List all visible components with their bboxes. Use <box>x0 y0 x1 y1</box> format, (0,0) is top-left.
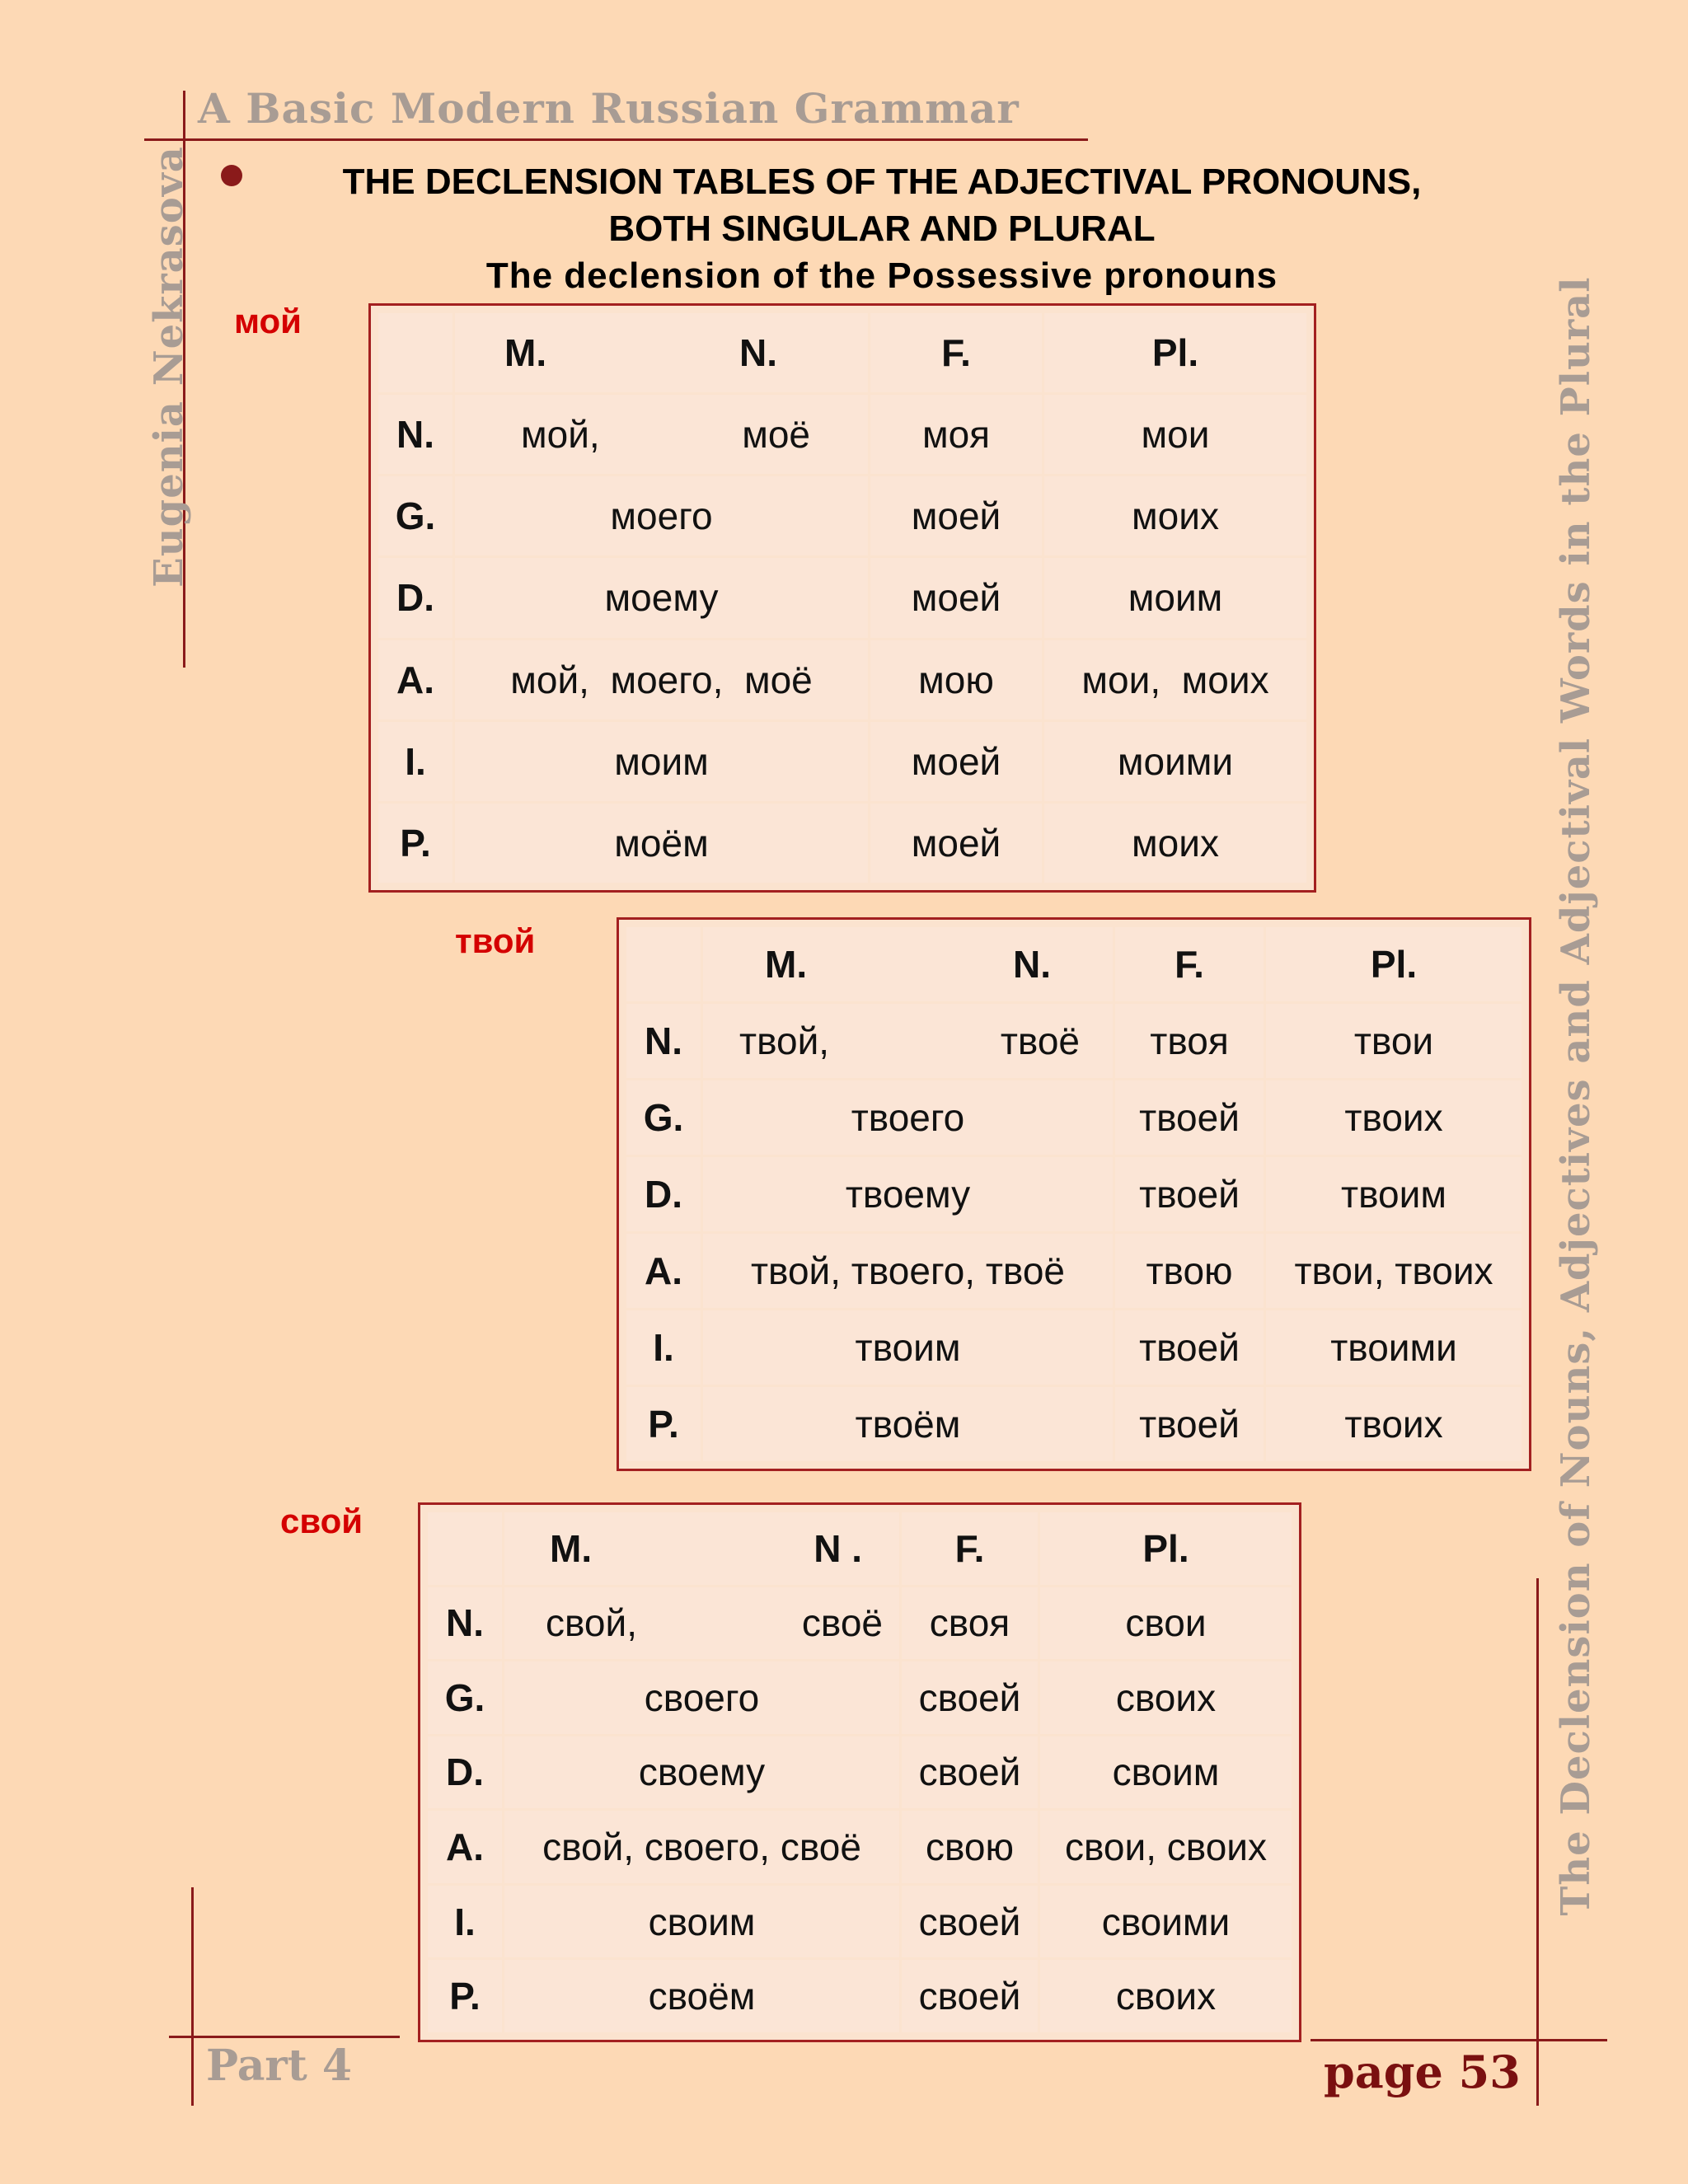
footer-rule-left-vertical <box>191 1887 194 2106</box>
chapter-title: The Declension of Nouns, Adjectives and Adjectival Words in the Plural <box>1553 276 1599 1916</box>
cell-plural: своих <box>1040 1661 1292 1734</box>
case-label: G. <box>378 476 452 555</box>
cell-neuter: моё <box>742 413 810 457</box>
cell-feminine: моей <box>870 804 1042 883</box>
cell-feminine: своей <box>902 1886 1038 1958</box>
cell-masculine: мой, <box>521 413 600 457</box>
header-neuter: N. <box>739 331 777 375</box>
table-row <box>626 1234 1522 1308</box>
header-masculine: M. <box>550 1526 593 1570</box>
table-row <box>428 1661 1292 1734</box>
cell-feminine: твоя <box>1115 1004 1264 1078</box>
case-label: N. <box>626 1004 701 1078</box>
header-plural: Pl. <box>1040 1512 1292 1585</box>
cell-feminine: моя <box>870 395 1042 474</box>
cell-feminine: моей <box>870 722 1042 801</box>
case-label: N. <box>428 1587 502 1660</box>
cell-masc-neut: твоим <box>703 1310 1113 1385</box>
header-neuter: N. <box>1013 943 1051 986</box>
declension-table-moy <box>368 303 1316 893</box>
cell-feminine: твою <box>1115 1234 1264 1308</box>
cell-plural: твои, твоих <box>1266 1234 1522 1308</box>
header-feminine: F. <box>902 1512 1038 1585</box>
cell-masc-neut: моего <box>455 476 868 555</box>
declension-table-tvoy <box>617 917 1531 1471</box>
case-label: I. <box>378 722 452 801</box>
table-row <box>378 640 1306 719</box>
table-row <box>626 1387 1522 1461</box>
cell-masc-neut: своём <box>504 1960 899 2032</box>
cell-masc-neut: твоего <box>703 1080 1113 1155</box>
header-plural: Pl. <box>1044 313 1306 392</box>
cell-masc-neut: моему <box>455 558 868 637</box>
right-rule-vertical <box>1536 1578 1539 2106</box>
case-label: N. <box>378 395 452 474</box>
cell-masculine: свой, <box>546 1601 637 1645</box>
table-header-row <box>626 927 1522 1001</box>
case-label: I. <box>428 1886 502 1958</box>
cell-plural: моих <box>1044 476 1306 555</box>
header-neuter: N . <box>814 1526 862 1570</box>
case-label: A. <box>626 1234 701 1308</box>
cell-masc-neut: своим <box>504 1886 899 1958</box>
cell-neuter: твоё <box>1000 1019 1080 1062</box>
cell-feminine: моей <box>870 558 1042 637</box>
cell-masc-neut: свой, своего, своё <box>504 1811 899 1883</box>
cell-plural: твоим <box>1266 1157 1522 1231</box>
table-header-row <box>428 1512 1292 1585</box>
pronoun-label-moy: мой <box>234 302 302 340</box>
cell-masc-neut: твой, твоего, твоё <box>703 1234 1113 1308</box>
cell-plural: своим <box>1040 1736 1292 1809</box>
cell-masc-neut: моём <box>455 804 868 883</box>
cell-masc-neut: мой, моего, моё <box>455 640 868 719</box>
cell-plural: моих <box>1044 804 1306 883</box>
cell-plural: мои, моих <box>1044 640 1306 719</box>
footer-rule-left <box>169 2036 400 2038</box>
case-label: D. <box>626 1157 701 1231</box>
cell-plural: моими <box>1044 722 1306 801</box>
header-feminine: F. <box>1115 927 1264 1001</box>
header-plural: Pl. <box>1266 927 1522 1001</box>
table-row <box>626 1310 1522 1385</box>
cell-feminine: своей <box>902 1736 1038 1809</box>
cell-feminine: твоей <box>1115 1157 1264 1231</box>
cell-plural: своими <box>1040 1886 1292 1958</box>
cell-feminine: своей <box>902 1661 1038 1734</box>
cell-plural: твои <box>1266 1004 1522 1078</box>
heading-line-1: THE DECLENSION TABLES OF THE ADJECTIVAL PRONOUNS, <box>342 162 1422 202</box>
cell-masc-neut: моим <box>455 722 868 801</box>
table-row <box>428 1960 1292 2032</box>
case-label: P. <box>626 1387 701 1461</box>
table-row <box>626 1080 1522 1155</box>
header-masculine: M. <box>765 943 808 986</box>
part-label: Part 4 <box>206 2041 353 2091</box>
cell-neuter: своё <box>801 1601 883 1645</box>
table-row <box>428 1811 1292 1883</box>
case-label: D. <box>428 1736 502 1809</box>
cell-plural: твоих <box>1266 1080 1522 1155</box>
cell-feminine: твоей <box>1115 1387 1264 1461</box>
cell-feminine: мою <box>870 640 1042 719</box>
case-label: I. <box>626 1310 701 1385</box>
header-rule-horizontal <box>144 138 1088 141</box>
cell-plural: мои <box>1044 395 1306 474</box>
case-label: A. <box>428 1811 502 1883</box>
table-row <box>378 804 1306 883</box>
cell-feminine: твоей <box>1115 1310 1264 1385</box>
table-row <box>626 1004 1522 1078</box>
bullet-icon <box>221 165 242 186</box>
table-row <box>378 558 1306 637</box>
table-row <box>626 1157 1522 1231</box>
cell-plural: моим <box>1044 558 1306 637</box>
page-number: page 53 <box>1324 2046 1521 2098</box>
cell-masc-neut: своему <box>504 1736 899 1809</box>
table-row <box>378 476 1306 555</box>
cell-feminine: твоей <box>1115 1080 1264 1155</box>
cell-plural: твоих <box>1266 1387 1522 1461</box>
table-row <box>378 722 1306 801</box>
case-label: P. <box>378 804 452 883</box>
cell-feminine: своей <box>902 1960 1038 2032</box>
pronoun-label-tvoy: твой <box>455 921 536 960</box>
declension-table-svoy <box>418 1502 1301 2042</box>
table-row <box>428 1886 1292 1958</box>
table-row <box>428 1587 1292 1660</box>
cell-masculine: твой, <box>739 1019 830 1062</box>
header-masculine: M. <box>504 331 547 375</box>
cell-feminine: моей <box>870 476 1042 555</box>
table-header-row <box>378 313 1306 392</box>
heading-line-2: BOTH SINGULAR AND PLURAL <box>608 209 1156 249</box>
cell-plural: твоими <box>1266 1310 1522 1385</box>
pronoun-label-svoy: свой <box>280 1502 363 1540</box>
header-feminine: F. <box>870 313 1042 392</box>
cell-masc-neut: твоём <box>703 1387 1113 1461</box>
table-row <box>378 395 1306 474</box>
cell-masc-neut: своего <box>504 1661 899 1734</box>
case-label: A. <box>378 640 452 719</box>
case-label: G. <box>626 1080 701 1155</box>
section-heading <box>256 158 1508 300</box>
cell-plural: своих <box>1040 1960 1292 2032</box>
book-title: A Basic Modern Russian Grammar <box>198 84 1020 133</box>
table-row <box>428 1736 1292 1809</box>
cell-feminine: свою <box>902 1811 1038 1883</box>
case-label: P. <box>428 1960 502 2032</box>
cell-plural: свои <box>1040 1587 1292 1660</box>
case-label: G. <box>428 1661 502 1734</box>
cell-plural: свои, своих <box>1040 1811 1292 1883</box>
case-label: D. <box>378 558 452 637</box>
cell-feminine: своя <box>902 1587 1038 1660</box>
footer-rule-right <box>1311 2039 1607 2041</box>
author-name: Eugenia Nekrasova <box>146 146 192 588</box>
heading-line-3: The declension of the Possessive pronouns <box>485 255 1278 296</box>
cell-masc-neut: твоему <box>703 1157 1113 1231</box>
